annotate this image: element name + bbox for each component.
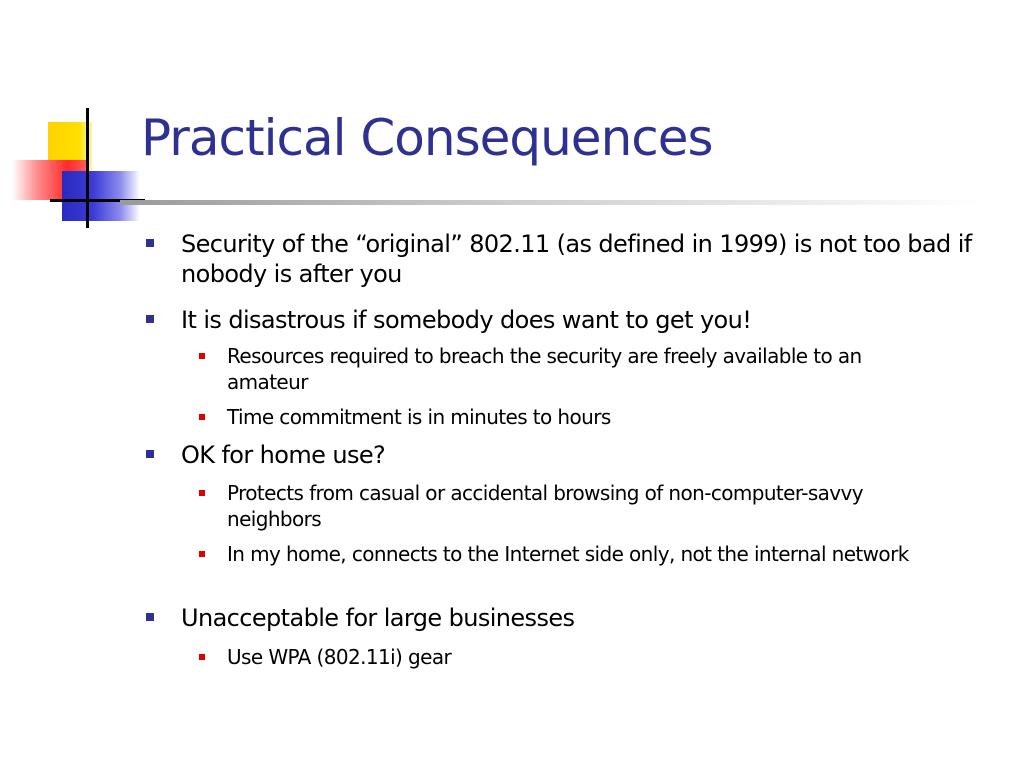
sub-bullet-item	[227, 343, 927, 395]
bullet-text: Security of the “original” 802.11 (as defined in 1999) is not too bad if nobody is after you	[181, 230, 972, 288]
sub-bullet-square-icon	[199, 654, 205, 660]
sub-bullet-text: Time commitment is in minutes to hours	[227, 405, 611, 429]
slide-title: Practical Consequences	[141, 109, 713, 167]
sub-bullet-square-icon	[199, 353, 205, 359]
sub-bullet-text: Resources required to breach the security are freely available to an amateur	[227, 344, 862, 394]
bullet-item	[181, 603, 1001, 633]
sub-bullet-item	[227, 644, 927, 670]
sub-bullet-item	[227, 541, 927, 567]
sub-bullet-item	[227, 404, 927, 430]
sub-bullet-square-icon	[199, 551, 205, 557]
sub-bullet-item	[227, 480, 927, 532]
bullet-item	[181, 229, 1001, 289]
bullet-square-icon	[146, 315, 154, 323]
sub-bullet-text: Use WPA (802.11i) gear	[227, 645, 452, 669]
bullet-square-icon	[146, 613, 154, 621]
sub-bullet-text: In my home, connects to the Internet side only, not the internal network	[227, 542, 909, 566]
bullet-text: OK for home use?	[181, 441, 386, 469]
sub-bullet-square-icon	[199, 490, 205, 496]
bullet-item	[181, 305, 1001, 335]
sub-bullet-text: Protects from casual or accidental browsing of non-computer-savvy neighbors	[227, 481, 864, 531]
bullet-text: It is disastrous if somebody does want to get you!	[181, 306, 752, 334]
sub-bullet-square-icon	[199, 414, 205, 420]
bullet-item	[181, 440, 1001, 470]
bullet-square-icon	[146, 450, 154, 458]
bullet-text: Unacceptable for large businesses	[181, 604, 575, 632]
bullet-square-icon	[146, 239, 154, 247]
